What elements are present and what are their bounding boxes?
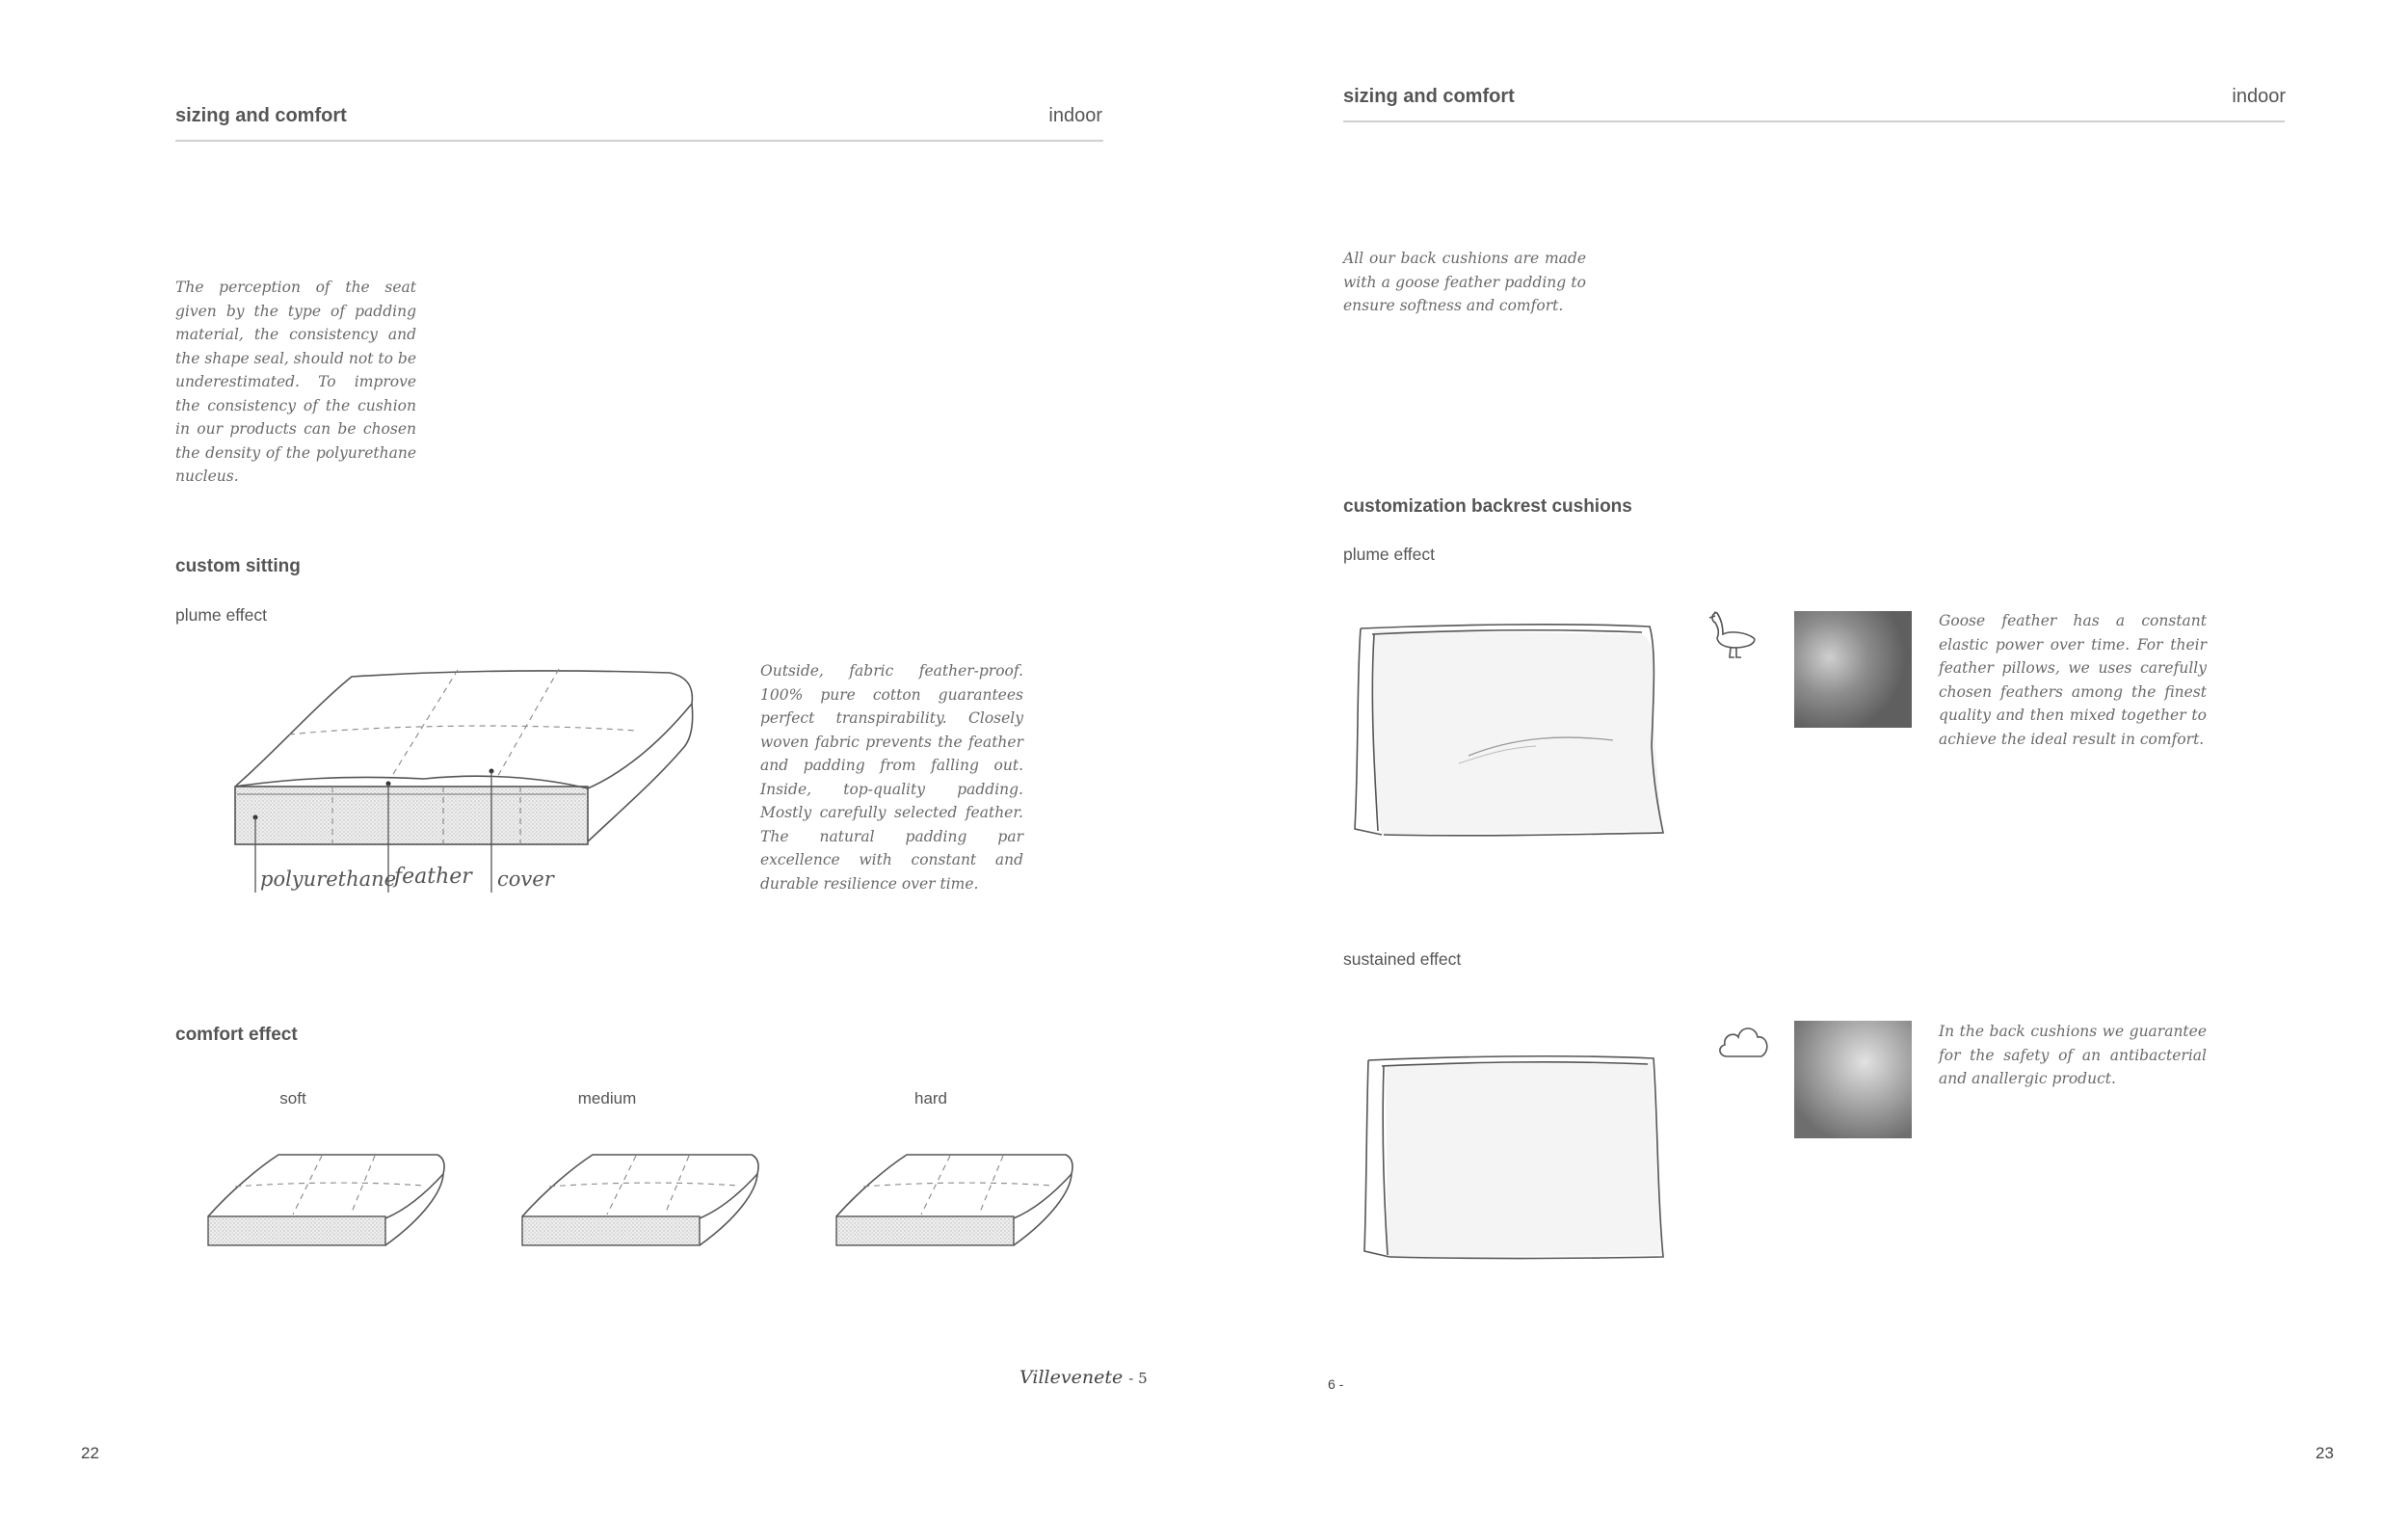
customization-title: customization backrest cushions <box>1343 496 1632 517</box>
right-header-category: indoor <box>2232 86 2286 107</box>
hard-cushion-illustration <box>834 1153 1075 1245</box>
plume-effect-subtitle: plume effect <box>1343 545 1436 564</box>
right-header-rule <box>1343 120 2285 122</box>
cloud-icon <box>1717 1022 1771 1062</box>
comfort-effect-title: comfort effect <box>175 1025 298 1045</box>
label-feather: feather <box>394 865 472 889</box>
goose-icon <box>1706 607 1760 661</box>
right-header-title: sizing and comfort <box>1343 86 1515 107</box>
label-cover: cover <box>497 867 554 891</box>
comfort-level-hard: hard <box>913 1089 948 1107</box>
label-polyurethane: polyurethane <box>260 867 397 891</box>
plume-effect-description: Goose feather has a constant elastic power over time. For their feather pillows, we uses carefully chosen feathers among the finest quality and then mixed together to achieve the ideal result in comfort. <box>1939 612 2207 748</box>
right-folio: 23 <box>2315 1444 2334 1462</box>
left-header-category: indoor <box>1048 105 1102 126</box>
left-header-rule <box>175 140 1103 142</box>
plume-pillow-illustration <box>1353 621 1671 839</box>
comfort-level-soft: soft <box>279 1089 306 1107</box>
padding-photo <box>1794 1021 1912 1138</box>
sustained-effect-subtitle: sustained effect <box>1343 949 1462 969</box>
comfort-level-medium: medium <box>577 1089 637 1107</box>
brand-name: Villevenete <box>1019 1367 1124 1388</box>
brand-footer <box>1019 1367 1148 1388</box>
left-folio: 22 <box>81 1444 99 1462</box>
sustained-pillow-illustration <box>1363 1051 1680 1263</box>
right-footer-page: 6 - <box>1328 1376 1344 1392</box>
sustained-effect-description: In the back cushions we guarantee for the safety of an antibacterial and anallergic product. <box>1939 1023 2207 1087</box>
custom-sitting-title: custom sitting <box>175 556 301 576</box>
custom-sitting-description: Outside, fabric feather-proof. 100% pure cotton guarantees perfect transpirability. Closely woven fabric prevents the feather and padding from falling out. Inside, top-quality padding. Mostly carefully selected feather. The natural padding par excellence with constant and durable resilience over time. <box>760 662 1023 893</box>
left-header-title: sizing and comfort <box>175 105 347 126</box>
custom-sitting-subtitle: plume effect <box>175 605 268 625</box>
left-intro-text: The perception of the seat given by the type of padding material, the consistency and the shape seal, should not to be underestimated. To improve the consistency of the cushion in our products can be chosen the density of the polyurethane nucleus. <box>175 279 416 485</box>
medium-cushion-illustration <box>520 1153 761 1245</box>
feather-photo <box>1794 611 1912 728</box>
left-footer-page: - 5 <box>1128 1370 1148 1387</box>
soft-cushion-illustration <box>206 1153 447 1245</box>
right-intro-text: All our back cushions are made with a goose feather padding to ensure softness and comfort. <box>1343 250 1586 314</box>
